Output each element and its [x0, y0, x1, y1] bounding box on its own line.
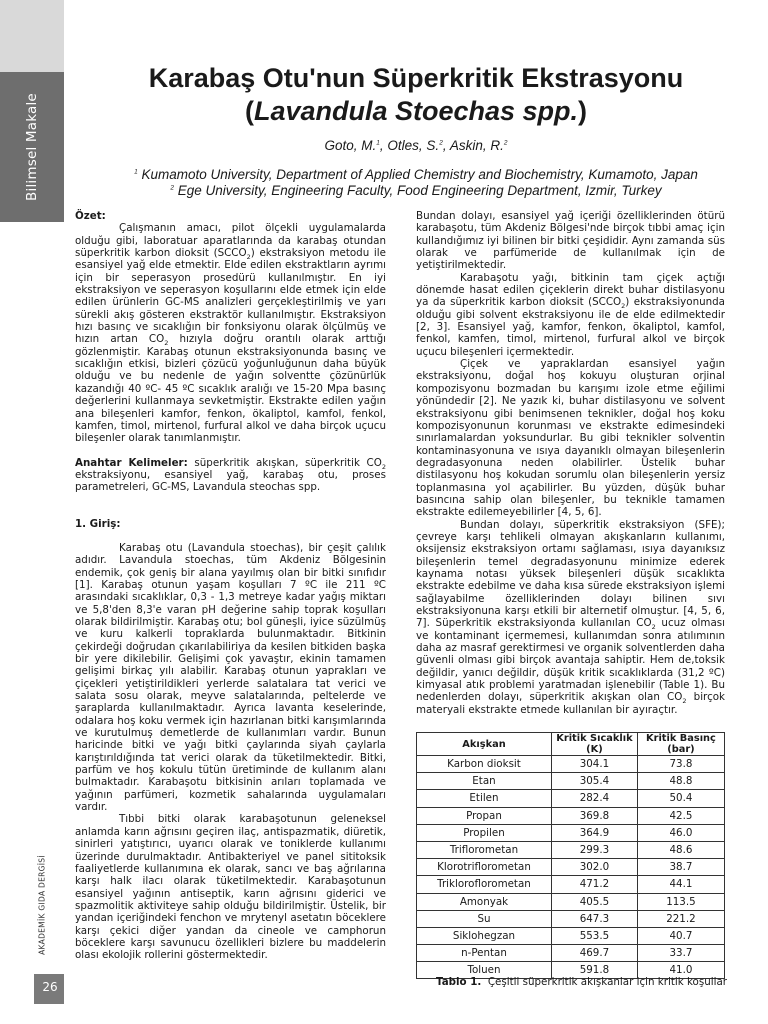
critical-conditions-table [416, 732, 725, 979]
sidebar-top-block [0, 0, 64, 72]
author: Goto, M.$^1$, [324, 138, 388, 153]
abstract-text: Çalışmanın amacı, pilot ölçekli uygulamalarda olduğu gibi, laboratuar aparatlarında da karabaş otundan süperkritik karbon dioksit $(SCCO_2)$ ekstraksiyon metodu ile esansiyel yağ elde etmektir. Elde edilen ekstraktların ayrımı için bir seperasyon prosedürü kullanılmıştır. En iyi ekstraksiyon ve seperasyon koşullarını elde etmek için elde edilen ürünlerin GC-MS analizleri gerçekleştirilmiş ve yarı sürekli akış gösteren ekstraktör kullanılmıştır. Ekstraksiyon hızı basınç ve sıcaklığın bir fonksiyonu olarak ölçülmüş ve hızın artan $CO_2$ hızıyla doğru orantılı olarak arttığı gözlenmiştir. Karabaş otunun ekstraksiyonunda basınç ve sıcaklığın etkisi, bizleri çözücü yoğunluğunun daha büyük olduğu ve bu nedenle de yağın solventte çözünürlük kazandığı 40 ºC- 45 ºC sıcaklık aralığı ve 15-20 Mpa basınç değerlerini kullanmaya sevketmiştir. Ekstrakte edilen yağın ana bileşenleri kamfor, fenkon, ökaliptol, kamfol, fenkol, kamfen, timol, mirtenol, furfural alkol ve daha birçok uçucu bileşenler olarak tanımlanmıştır. [75, 222, 386, 445]
table-cell: 647.3 [552, 910, 638, 927]
body-paragraph: Bundan dolayı, esansiyel yağ içeriği özelliklerinden ötürü karabaşotu, tüm Akdeniz Bölgesi'nde birçok tıbbi amaç için kullandığımız iyi bilinen bir bitki çeşididir. Aynı zamanda süs olarak ve parfümeride de kullanılmak için de yetiştirilmektedir. [416, 210, 725, 272]
title-paren-close: ) [578, 96, 588, 126]
table-cell: Siklohegzan [417, 927, 552, 944]
table-cell: 113.5 [637, 893, 724, 910]
table-header-cell: Akışkan [417, 733, 552, 756]
affiliations [64, 167, 768, 199]
title-line-1: Karabaş Otu'nun Süperkritik Ekstrasyonu [148, 63, 684, 93]
table-cell: 553.5 [552, 927, 638, 944]
table-cell: Trikloroflorometan [417, 876, 552, 893]
table-cell: Triflorometan [417, 841, 552, 858]
title-line-2 [64, 95, 768, 128]
table-cell: Etan [417, 773, 552, 790]
table-cell: 33.7 [637, 945, 724, 962]
table-cell: 405.5 [552, 893, 638, 910]
table-cell: Toluen [417, 962, 552, 979]
table-caption [436, 976, 727, 988]
table-cell: 38.7 [637, 859, 724, 876]
table-cell: 40.7 [637, 927, 724, 944]
table-cell: Amonyak [417, 893, 552, 910]
table-row [417, 910, 725, 927]
table-cell: 42.5 [637, 807, 724, 824]
section-label: Bilimsel Makale [24, 93, 40, 201]
table-cell: 364.9 [552, 824, 638, 841]
author: Askin, R.$^2$ [449, 138, 508, 153]
intro-paragraph: Karabaş otu (Lavandula stoechas), bir çeşit çalılık adıdır. Lavandula stoechas, tüm Akdeniz Bölgesinin endemik, çok geniş bir alana yayılmış olan bir bitki sınıfıdır [1]. Karabaş otunun yaşam koşulları 7 ºC ile 211 ºC arasındaki sıcaklıklar, 0,3 - 1,3 metreye kadar yağış miktarı ve 5,8'den 8,3'e varan pH değerine sahip toprak koşulları olarak bildirilmiştir. Karabaş otu; bol güneşli, iyice süzülmüş ve kuru kalkerli topraklarda bulunmaktadır. Bitkinin çekirdeği doğrudan çıkarılabiliriya da kesilen bitkiden başka bir yere dikilebilir. Gelişimi çok yavaştır, ekinin tamamen gelişimi birkaç yılı alabilir. Karabaş otunun yaprakları ve çiçekleri yetiştirildikleri yerlerde salatalara tat verici ve salata sosu olarak, meyve salatalarında, peltelerde ve şaraplarda kullanılmaktadır. Ayrıca lavanta keselerinde, odalara hoş koku vermek için hazırlanan bitki karışımlarında ve kurutulmuş demetlerde de kullanımları vardır. Bunun haricinde bitki ve yağı bitki çaylarında siyah çaylarla karıştırıldığında tat verici olarak da tüketilmektedir. Bitki, parfüm ve hoş kokulu tütün üretiminde de kullanım alanı bulmaktadır. Karabaşotu bitkisinin arıları toplamada ve yağının parfümeri, kozmetik sahalarında uygulamaları vardır. [75, 541, 386, 814]
table-cell: 369.8 [552, 807, 638, 824]
table-cell: 48.8 [637, 773, 724, 790]
journal-name: AKADEMİK GIDA DERGİSİ [37, 855, 47, 955]
article-title [64, 62, 768, 128]
affiliation: $^1$ Kumamoto University, Department of Applied Chemistry and Biochemistry, Kumamoto, Japan [134, 167, 698, 182]
table-cell: 302.0 [552, 859, 638, 876]
intro-heading: 1. Giriş: [75, 517, 121, 530]
left-column [75, 210, 386, 962]
table-cell: Su [417, 910, 552, 927]
table-row [417, 824, 725, 841]
table-row [417, 945, 725, 962]
author: Otles, S.$^2$, [387, 138, 450, 153]
table-cell: 41.0 [637, 962, 724, 979]
table-header-row [417, 733, 725, 756]
table-cell: 48.6 [637, 841, 724, 858]
table-cell: 471.2 [552, 876, 638, 893]
table-cell: Etilen [417, 790, 552, 807]
intro-paragraph: Tıbbi bitki olarak karabaşotunun geleneksel anlamda karın ağrısını geçiren ilaç, antispazmatik, diüretik, sinirleri yatıştırıcı, uyarıcı olarak ve toniklerde kullanımı üzerinde durulmaktadır. Antibakteriyel ve panel sititoksik faaliyetlerde kullanımına ek olarak, sancı ve baş ağrılarına karşı halk ilacı olarak tüketilmektedir. Karabaşotunun esansiyel yağının antiseptik, karın ağrısını giderici ve spazmolitik aktiviteye sahip olduğu bildirilmiştir. Üstelik, bir yandan içeriğindeki fenchon ve mrytenyl asetatın böceklere karşı çekici diğer yandan da cineole ve camphorun böceklere karşı savunucu özellikleri bizlere bu maddelerin olası ekolojik rollerini göstermektedir. [75, 813, 386, 962]
table-row [417, 807, 725, 824]
table-row [417, 876, 725, 893]
table-cell: 591.8 [552, 962, 638, 979]
table-cell: 469.7 [552, 945, 638, 962]
table-row [417, 790, 725, 807]
table-row [417, 859, 725, 876]
table-cell: 305.4 [552, 773, 638, 790]
page-number: 26 [42, 980, 58, 994]
table-body [417, 756, 725, 979]
title-paren-open: ( [244, 96, 254, 126]
table-cell: Klorotriflorometan [417, 859, 552, 876]
caption-label: Tablo 1. [436, 976, 482, 988]
abstract-label: Özet: [75, 210, 106, 222]
table-cell: 46.0 [637, 824, 724, 841]
table-row [417, 756, 725, 773]
table-row [417, 773, 725, 790]
table-cell: Propan [417, 807, 552, 824]
table-row [417, 841, 725, 858]
table-cell: 44.1 [637, 876, 724, 893]
body-paragraph: Çiçek ve yapraklardan esansiyel yağın ekstraksiyonu, doğal hoş kokuyu oluşturan orjinal kompozisyonu bozmadan bu karışımı izole etme eğilimi yönündedir [2]. Ne yazık ki, buhar distilasyonu ve solvent ekstraksiyonu gibi benimsenen teknikler, doğal hoş koku kompozisyonunun korunması ve ekstrakte edimesindeki sınırlamalardan yoksundurlar. Bu gibi teknikler solventin kontaminasyonuna ve ısıya dayanıklı olmayan bileşenlerin degradasyonuna neden olabilirler. Üstelik buhar distilasyonu hoş kokudan sorumlu olan bileşenlerin yersiz toplanmasına yol açabilirler. Bu yüzden, düşük buhar basıncına sahip olan bileşenler, bu teknikle tamamen ekstrakte edilemeyebilirler [4, 5, 6]. [416, 358, 725, 519]
body-paragraph: Bundan dolayı, süperkritik ekstraksiyon (SFE); çevreye karşı tehlikeli olmayan akışkanların kullanımı, oksijensiz ekstraksiyon ortamı sağlaması, ısıya dayanıksız bileşenlerin temel degradasyonunu minimize ederek kaynama notası yüksek bileşenleri düşük sıcaklıkta ekstrakte edebilme ve daha kısa sürede ekstraksiyon işlemi sağlayabilme özelliklerinden dolayı bilinen sıvı ekstraksiyonuna karşı etkili bir alternetif olmuştur. [4, 5, 6, 7]. Süperkritik ekstraksiyonda kullanılan $CO_2$ ucuz olması ve kontaminant içermemesi, kullanımdan sonra atılımının daha az masraf gerektirmesi ve organik solventlerden daha güvenli olması gibi birçok avantaja sahiptir. Hem de,toksik değildir, yanıcı değildir, düşük kritik sıcaklıklarda (31,2 ºC) kimyasal atık problemi yaratmadan işlenebilir (Table 1). Bu nedenlerden dolayı, süperkritik akışkan olan $CO_2$ birçok materyali ekstrakte etmede kullanılan bir ayıraçtır. [416, 518, 725, 716]
table-cell: 282.4 [552, 790, 638, 807]
page-sidebar [0, 0, 64, 1024]
affiliation: $^2$ Ege University, Engineering Faculty, Food Engineering Department, Izmir, Turkey [170, 183, 662, 198]
author-list [64, 138, 768, 153]
body-paragraph: Karabaşotu yağı, bitkinin tam çiçek açtığı dönemde hasat edilen çiçeklerin direkt buhar distilasyonu ya da süperkritik karbon dioksit $(SCCO_2)$ ekstraksiyonunda olduğu gibi solvent ekstraksiyonu ile de elde edilmektedir [2, 3]. Esansiyel yağ, kamfor, fenkon, ökaliptol, kamfol, fenkol, kamfen, timol, mirtenol, furfural alkol ve birçok uçucu bileşenleri içermektedir. [416, 271, 725, 358]
table-cell: n-Pentan [417, 945, 552, 962]
table-header-cell: Kritik Sıcaklık (K) [552, 733, 638, 756]
table-row [417, 927, 725, 944]
table-cell: Karbon dioksit [417, 756, 552, 773]
table-header-cell: Kritik Basınç (bar) [637, 733, 724, 756]
table-cell: 304.1 [552, 756, 638, 773]
table-cell: 299.3 [552, 841, 638, 858]
right-column [416, 210, 725, 716]
table-cell: 221.2 [637, 910, 724, 927]
keywords-label: Anahtar Kelimeler: [75, 456, 188, 469]
keywords: Anahtar Kelimeler: süperkritik akışkan, süperkritik $CO_2$ ekstraksiyonu, esansiyel yağ, karabaş otu, proses parametreleri, GC-MS, Lavandula steochas spp. [75, 456, 386, 494]
caption-text: Çeşitli süperkritik akışkanlar için kritik koşullar [487, 976, 728, 988]
table-row [417, 893, 725, 910]
table-cell: Propilen [417, 824, 552, 841]
table-cell: 50.4 [637, 790, 724, 807]
title-latin-name: Lavandula Stoechas spp. [253, 96, 579, 126]
table-cell: 73.8 [637, 756, 724, 773]
